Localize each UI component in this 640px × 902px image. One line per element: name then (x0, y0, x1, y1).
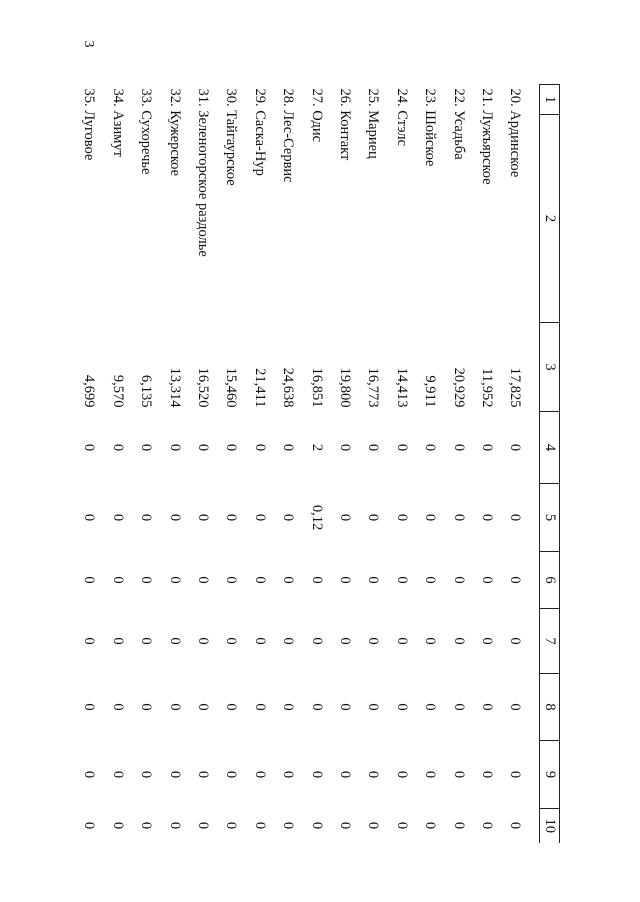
value-cell-6: 0 (195, 576, 212, 584)
name-cell: 24. Стэлс (393, 88, 410, 147)
value-cell-10: 0 (109, 821, 126, 830)
value-cell-8: 0 (308, 703, 325, 711)
value-cell-3: 6,135 (138, 374, 155, 408)
value-cell-6: 0 (365, 576, 382, 584)
value-cell-7: 0 (195, 637, 212, 645)
value-cell-9: 0 (365, 770, 382, 779)
name-cell: 23. Шойское (422, 88, 439, 167)
table-row (217, 85, 245, 843)
value-cell-3: 13,314 (166, 367, 183, 408)
value-cell-6: 0 (478, 576, 495, 584)
value-cell-8: 0 (223, 703, 240, 711)
value-cell-8: 0 (336, 703, 353, 711)
table-body (75, 85, 540, 843)
value-cell-7: 0 (450, 637, 467, 645)
value-cell-9: 0 (422, 770, 439, 779)
value-cell-6: 0 (138, 576, 155, 584)
value-cell-8: 0 (365, 703, 382, 711)
value-cell-9: 0 (450, 770, 467, 779)
value-cell-9: 0 (251, 770, 268, 779)
spacer-cell (529, 412, 540, 484)
value-cell-3: 16,773 (365, 367, 382, 408)
value-cell-4: 0 (365, 443, 382, 452)
value-cell-5: 0 (507, 513, 524, 522)
value-cell-5: 0 (223, 513, 240, 522)
value-cell-7: 0 (280, 637, 297, 645)
spacer-cell (529, 674, 540, 741)
spacer-row (529, 85, 540, 843)
value-cell-5: 0 (280, 513, 297, 522)
value-cell-4: 0 (195, 443, 212, 452)
value-cell-4: 0 (507, 443, 524, 452)
table-row (160, 85, 188, 843)
value-cell-5: 0 (109, 513, 126, 522)
value-cell-8: 0 (507, 703, 524, 711)
table-row (444, 85, 472, 843)
value-cell-4: 0 (138, 443, 155, 452)
value-cell-4: 0 (336, 443, 353, 452)
value-cell-8: 0 (478, 703, 495, 711)
value-cell-9: 0 (223, 770, 240, 779)
spacer-cell (529, 484, 540, 552)
value-cell-8: 0 (109, 703, 126, 711)
value-cell-6: 0 (308, 576, 325, 584)
value-cell-3: 21,411 (251, 368, 268, 408)
table-row (103, 85, 131, 843)
value-cell-4: 0 (450, 443, 467, 452)
table-row (387, 85, 415, 843)
table-row (273, 85, 301, 843)
value-cell-10: 0 (138, 821, 155, 830)
value-cell-9: 0 (166, 770, 183, 779)
value-cell-9: 0 (280, 770, 297, 779)
value-cell-4: 0 (109, 443, 126, 452)
value-cell-10: 0 (450, 821, 467, 830)
value-cell-4: 0 (478, 443, 495, 452)
column-header: 1 (540, 85, 560, 115)
value-cell-5: 0 (450, 513, 467, 522)
value-cell-6: 0 (166, 576, 183, 584)
spacer-cell (529, 115, 540, 323)
table-row (472, 85, 500, 843)
column-header: 4 (540, 412, 560, 484)
value-cell-8: 0 (422, 703, 439, 711)
table-row (415, 85, 443, 843)
value-cell-7: 0 (365, 637, 382, 645)
column-header: 5 (540, 484, 560, 552)
value-cell-10: 0 (336, 821, 353, 830)
value-cell-6: 0 (393, 576, 410, 584)
value-cell-10: 0 (280, 821, 297, 830)
value-cell-4: 0 (166, 443, 183, 452)
value-cell-8: 0 (166, 703, 183, 711)
value-cell-9: 0 (507, 770, 524, 779)
table-row (330, 85, 358, 843)
value-cell-4: 0 (251, 443, 268, 452)
value-cell-3: 14,413 (393, 367, 410, 408)
value-cell-4: 0 (81, 443, 98, 452)
name-cell: 28. Лес-Сервис (280, 88, 297, 183)
name-cell: 30. Тайгаурское (223, 88, 240, 186)
table-row (359, 85, 387, 843)
value-cell-5: 0 (478, 513, 495, 522)
value-cell-8: 0 (280, 703, 297, 711)
value-cell-5: 0 (365, 513, 382, 522)
value-cell-5: 0 (138, 513, 155, 522)
value-cell-9: 0 (195, 770, 212, 779)
value-cell-5: 0 (336, 513, 353, 522)
value-cell-7: 0 (109, 637, 126, 645)
value-cell-8: 0 (81, 703, 98, 711)
table-row (501, 85, 529, 843)
value-cell-7: 0 (478, 637, 495, 645)
value-cell-9: 0 (109, 770, 126, 779)
value-cell-7: 0 (166, 637, 183, 645)
spacer-cell (529, 552, 540, 609)
value-cell-9: 0 (478, 770, 495, 779)
column-header: 3 (540, 323, 560, 412)
value-cell-3: 4,699 (81, 374, 98, 408)
value-cell-6: 0 (109, 576, 126, 584)
value-cell-6: 0 (81, 576, 98, 584)
spacer-cell (529, 809, 540, 843)
value-cell-10: 0 (251, 821, 268, 830)
value-cell-6: 0 (251, 576, 268, 584)
column-header: 9 (540, 741, 560, 809)
value-cell-4: 0 (393, 443, 410, 452)
value-cell-6: 0 (507, 576, 524, 584)
value-cell-4: 0 (422, 443, 439, 452)
value-cell-5: 0 (166, 513, 183, 522)
value-cell-8: 0 (251, 703, 268, 711)
name-cell: 32. Кужерское (166, 88, 183, 177)
value-cell-6: 0 (223, 576, 240, 584)
name-cell: 25. Мариец (365, 88, 382, 159)
value-cell-10: 0 (507, 821, 524, 830)
name-cell: 29. Саска-Нур (251, 88, 268, 176)
value-cell-7: 0 (393, 637, 410, 645)
table-row (132, 85, 160, 843)
value-cell-10: 0 (81, 821, 98, 830)
value-cell-4: 2 (308, 443, 325, 452)
value-cell-3: 17,825 (507, 367, 524, 408)
spacer-cell (529, 85, 540, 115)
name-cell: 35. Луговое (81, 88, 98, 161)
value-cell-10: 0 (166, 821, 183, 830)
page-number: 3 (81, 40, 96, 48)
value-cell-7: 0 (422, 637, 439, 645)
value-cell-7: 0 (336, 637, 353, 645)
header-row (540, 85, 560, 843)
name-cell: 34. Азимут (109, 88, 126, 157)
name-cell: 27. Одис (308, 88, 325, 143)
column-header: 10 (540, 809, 560, 843)
value-cell-10: 0 (422, 821, 439, 830)
value-cell-6: 0 (450, 576, 467, 584)
value-cell-7: 0 (507, 637, 524, 645)
value-cell-3: 19,800 (336, 367, 353, 408)
name-cell: 31. Зеленогорское раздолье (195, 88, 212, 257)
value-cell-10: 0 (393, 821, 410, 830)
value-cell-10: 0 (308, 821, 325, 830)
value-cell-3: 15,460 (223, 367, 240, 408)
table-row (75, 85, 103, 843)
column-header: 6 (540, 552, 560, 609)
value-cell-10: 0 (195, 821, 212, 830)
value-cell-3: 9,911 (422, 375, 439, 408)
value-cell-7: 0 (138, 637, 155, 645)
table-row (245, 85, 273, 843)
value-cell-3: 20,929 (450, 367, 467, 408)
value-cell-10: 0 (478, 821, 495, 830)
column-header: 2 (540, 115, 560, 323)
value-cell-5: 0 (195, 513, 212, 522)
value-cell-9: 0 (138, 770, 155, 779)
value-cell-6: 0 (280, 576, 297, 584)
value-cell-7: 0 (308, 637, 325, 645)
value-cell-5: 0 (81, 513, 98, 522)
name-cell: 20. Ардинское (507, 88, 524, 178)
value-cell-3: 24,638 (280, 367, 297, 408)
value-cell-8: 0 (450, 703, 467, 711)
table-row (302, 85, 330, 843)
value-cell-5: 0 (422, 513, 439, 522)
value-cell-8: 0 (138, 703, 155, 711)
spacer-cell (529, 609, 540, 674)
value-cell-4: 0 (223, 443, 240, 452)
spacer-cell (529, 741, 540, 809)
value-cell-10: 0 (223, 821, 240, 830)
table-row (188, 85, 216, 843)
value-cell-3: 11,952 (478, 368, 495, 408)
value-cell-4: 0 (280, 443, 297, 452)
name-cell: 33. Сухоречье (138, 88, 155, 175)
spacer-cell (529, 323, 540, 412)
value-cell-9: 0 (81, 770, 98, 779)
value-cell-3: 16,851 (308, 367, 325, 408)
value-cell-9: 0 (308, 770, 325, 779)
value-cell-7: 0 (251, 637, 268, 645)
name-cell: 26. Контакт (336, 88, 353, 161)
value-cell-5: 0 (393, 513, 410, 522)
value-cell-8: 0 (195, 703, 212, 711)
value-cell-6: 0 (336, 576, 353, 584)
value-cell-3: 9,570 (109, 374, 126, 408)
value-cell-3: 16,520 (195, 367, 212, 408)
data-table (75, 84, 560, 843)
name-cell: 21. Лужъярское (478, 88, 495, 185)
column-header: 8 (540, 674, 560, 741)
value-cell-10: 0 (365, 821, 382, 830)
value-cell-9: 0 (336, 770, 353, 779)
value-cell-7: 0 (81, 637, 98, 645)
column-header: 7 (540, 609, 560, 674)
value-cell-9: 0 (393, 770, 410, 779)
value-cell-7: 0 (223, 637, 240, 645)
value-cell-5: 0,12 (308, 504, 325, 531)
value-cell-6: 0 (422, 576, 439, 584)
rotated-table-container (81, 84, 560, 842)
value-cell-8: 0 (393, 703, 410, 711)
value-cell-5: 0 (251, 513, 268, 522)
name-cell: 22. Усадьба (450, 88, 467, 160)
